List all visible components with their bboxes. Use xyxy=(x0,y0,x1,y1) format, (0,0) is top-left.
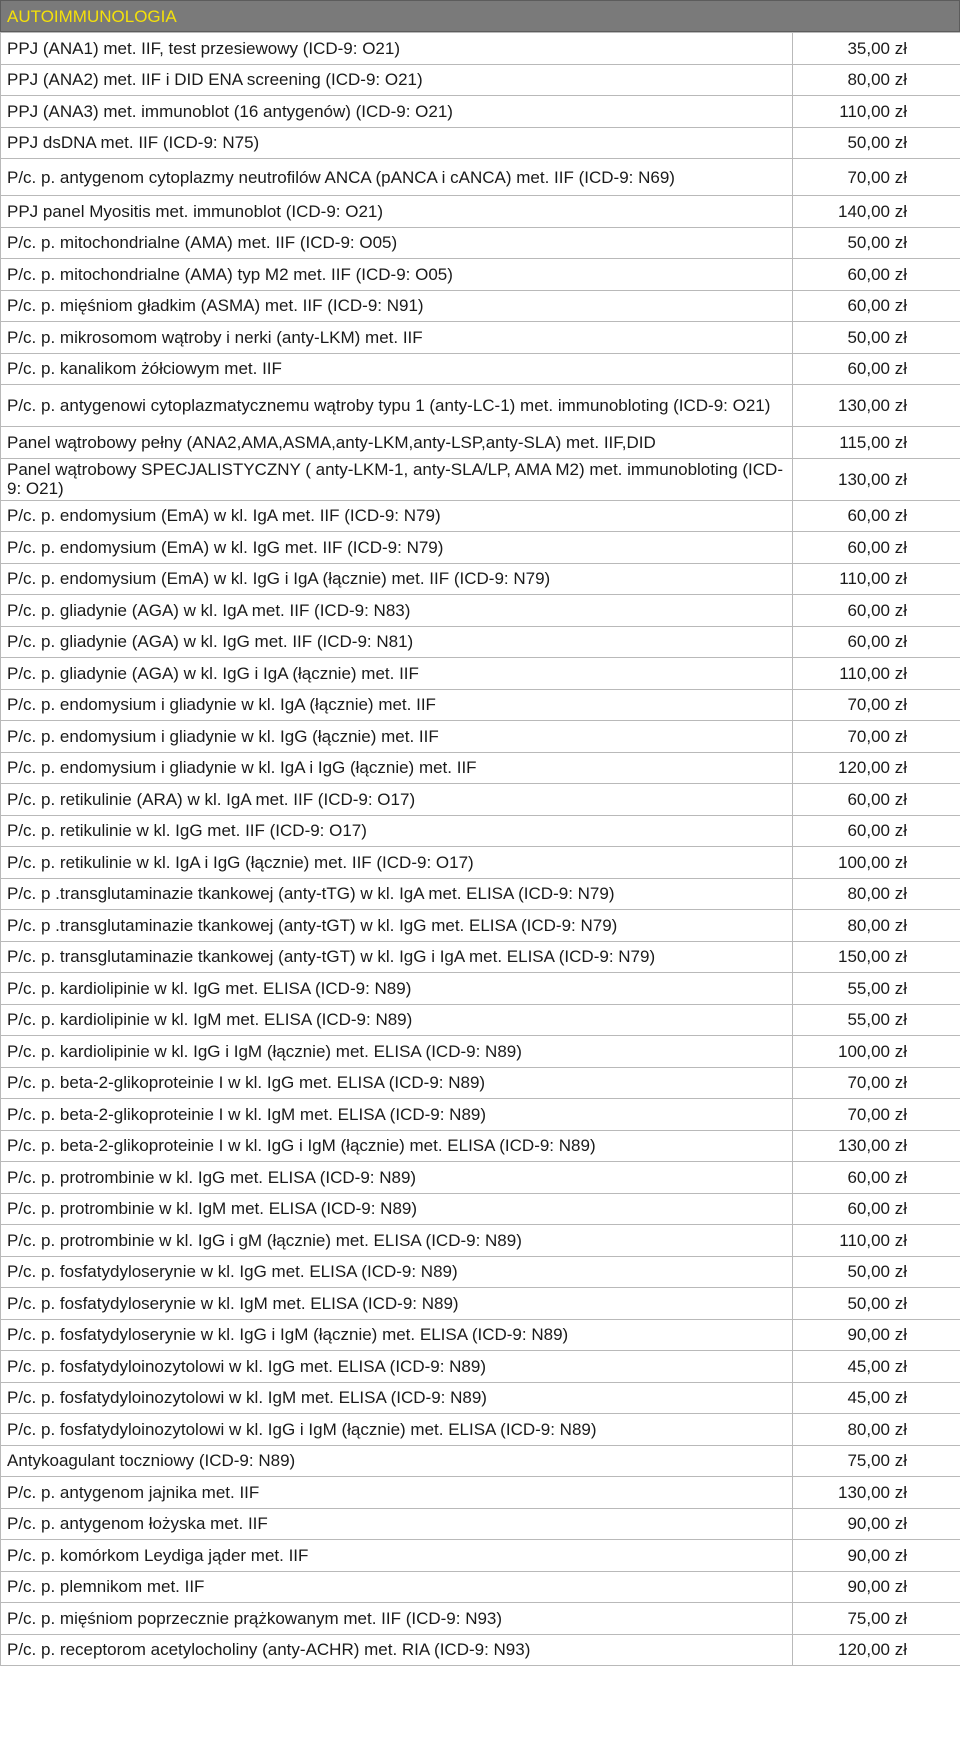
test-price: 130,00 zł xyxy=(793,458,960,500)
table-row xyxy=(1,1162,960,1194)
test-name: P/c. p. transglutaminazie tkankowej (anty-tGT) w kl. IgG i IgA met. ELISA (ICD-9: N79) xyxy=(1,941,793,973)
test-name: P/c. p. antygenom jajnika met. IIF xyxy=(1,1477,793,1509)
test-name: PPJ (ANA3) met. immunoblot (16 antygenów) (ICD-9: O21) xyxy=(1,96,793,128)
table-row xyxy=(1,96,960,128)
section-title: AUTOIMMUNOLOGIA xyxy=(0,0,960,32)
test-price: 45,00 zł xyxy=(793,1351,960,1383)
price-table xyxy=(0,32,960,1666)
test-price: 110,00 zł xyxy=(793,658,960,690)
test-price: 50,00 zł xyxy=(793,1256,960,1288)
test-price: 80,00 zł xyxy=(793,64,960,96)
test-price: 70,00 zł xyxy=(793,159,960,196)
test-price: 60,00 zł xyxy=(793,784,960,816)
test-price: 90,00 zł xyxy=(793,1571,960,1603)
table-row xyxy=(1,941,960,973)
test-price: 130,00 zł xyxy=(793,385,960,427)
table-row xyxy=(1,259,960,291)
test-name: P/c. p. fosfatydyloinozytolowi w kl. IgG met. ELISA (ICD-9: N89) xyxy=(1,1351,793,1383)
test-name: P/c. p .transglutaminazie tkankowej (anty-tGT) w kl. IgG met. ELISA (ICD-9: N79) xyxy=(1,910,793,942)
table-row xyxy=(1,1634,960,1666)
table-row xyxy=(1,563,960,595)
table-row xyxy=(1,1603,960,1635)
table-row xyxy=(1,427,960,459)
test-price: 60,00 zł xyxy=(793,290,960,322)
test-price: 70,00 zł xyxy=(793,721,960,753)
test-price: 80,00 zł xyxy=(793,1414,960,1446)
test-name: P/c. p. protrombinie w kl. IgG i gM (łącznie) met. ELISA (ICD-9: N89) xyxy=(1,1225,793,1257)
table-row xyxy=(1,159,960,196)
price-table-body xyxy=(1,33,960,1666)
table-row xyxy=(1,1288,960,1320)
test-name: P/c. p. endomysium i gliadynie w kl. IgA (łącznie) met. IIF xyxy=(1,689,793,721)
test-name: P/c. p. antygenowi cytoplazmatycznemu wątroby typu 1 (anty-LC-1) met. immunobloting (ICD-9: O21) xyxy=(1,385,793,427)
test-price: 115,00 zł xyxy=(793,427,960,459)
test-name: P/c. p .transglutaminazie tkankowej (anty-tTG) w kl. IgA met. ELISA (ICD-9: N79) xyxy=(1,878,793,910)
test-price: 60,00 zł xyxy=(793,626,960,658)
test-name: P/c. p. protrombinie w kl. IgM met. ELISA (ICD-9: N89) xyxy=(1,1193,793,1225)
test-name: P/c. p. protrombinie w kl. IgG met. ELISA (ICD-9: N89) xyxy=(1,1162,793,1194)
table-row xyxy=(1,1319,960,1351)
table-row xyxy=(1,689,960,721)
table-row xyxy=(1,1130,960,1162)
table-row xyxy=(1,227,960,259)
table-row xyxy=(1,532,960,564)
test-price: 60,00 zł xyxy=(793,259,960,291)
table-row xyxy=(1,626,960,658)
test-name: P/c. p. mięśniom gładkim (ASMA) met. IIF (ICD-9: N91) xyxy=(1,290,793,322)
table-row xyxy=(1,196,960,228)
test-price: 80,00 zł xyxy=(793,878,960,910)
test-price: 60,00 zł xyxy=(793,1162,960,1194)
test-price: 120,00 zł xyxy=(793,752,960,784)
test-price: 130,00 zł xyxy=(793,1130,960,1162)
test-price: 120,00 zł xyxy=(793,1634,960,1666)
test-price: 140,00 zł xyxy=(793,196,960,228)
test-name: PPJ (ANA1) met. IIF, test przesiewowy (ICD-9: O21) xyxy=(1,33,793,65)
table-row xyxy=(1,973,960,1005)
test-price: 50,00 zł xyxy=(793,227,960,259)
test-name: P/c. p. gliadynie (AGA) w kl. IgG met. IIF (ICD-9: N81) xyxy=(1,626,793,658)
test-price: 70,00 zł xyxy=(793,1067,960,1099)
table-row xyxy=(1,385,960,427)
table-row xyxy=(1,1256,960,1288)
table-row xyxy=(1,1382,960,1414)
test-name: P/c. p. antygenom cytoplazmy neutrofilów ANCA (pANCA i cANCA) met. IIF (ICD-9: N69) xyxy=(1,159,793,196)
table-row xyxy=(1,1540,960,1572)
test-name: P/c. p. antygenom łożyska met. IIF xyxy=(1,1508,793,1540)
table-row xyxy=(1,847,960,879)
test-name: P/c. p. fosfatydyloserynie w kl. IgG met. ELISA (ICD-9: N89) xyxy=(1,1256,793,1288)
test-name: P/c. p. fosfatydyloinozytolowi w kl. IgM met. ELISA (ICD-9: N89) xyxy=(1,1382,793,1414)
test-name: PPJ (ANA2) met. IIF i DID ENA screening (ICD-9: O21) xyxy=(1,64,793,96)
test-price: 60,00 zł xyxy=(793,353,960,385)
table-row xyxy=(1,500,960,532)
test-price: 75,00 zł xyxy=(793,1603,960,1635)
test-name: P/c. p. endomysium (EmA) w kl. IgA met. IIF (ICD-9: N79) xyxy=(1,500,793,532)
table-row xyxy=(1,1225,960,1257)
test-price: 130,00 zł xyxy=(793,1477,960,1509)
test-name: P/c. p. mikrosomom wątroby i nerki (anty-LKM) met. IIF xyxy=(1,322,793,354)
test-price: 60,00 zł xyxy=(793,815,960,847)
test-name: P/c. p. mitochondrialne (AMA) typ M2 met. IIF (ICD-9: O05) xyxy=(1,259,793,291)
table-row xyxy=(1,878,960,910)
table-row xyxy=(1,658,960,690)
test-name: P/c. p. mięśniom poprzecznie prążkowanym met. IIF (ICD-9: N93) xyxy=(1,1603,793,1635)
table-row xyxy=(1,595,960,627)
table-row xyxy=(1,1099,960,1131)
test-price: 60,00 zł xyxy=(793,532,960,564)
test-price: 70,00 zł xyxy=(793,1099,960,1131)
test-name: P/c. p. plemnikom met. IIF xyxy=(1,1571,793,1603)
test-name: Panel wątrobowy pełny (ANA2,AMA,ASMA,anty-LKM,anty-LSP,anty-SLA) met. IIF,DID xyxy=(1,427,793,459)
test-name: P/c. p. fosfatydyloserynie w kl. IgM met. ELISA (ICD-9: N89) xyxy=(1,1288,793,1320)
test-name: P/c. p. komórkom Leydiga jąder met. IIF xyxy=(1,1540,793,1572)
table-row xyxy=(1,1477,960,1509)
test-name: P/c. p. kanalikom żółciowym met. IIF xyxy=(1,353,793,385)
test-name: PPJ dsDNA met. IIF (ICD-9: N75) xyxy=(1,127,793,159)
table-row xyxy=(1,1004,960,1036)
table-row xyxy=(1,127,960,159)
table-row xyxy=(1,322,960,354)
table-row xyxy=(1,458,960,500)
table-row xyxy=(1,752,960,784)
test-name: P/c. p. kardiolipinie w kl. IgM met. ELISA (ICD-9: N89) xyxy=(1,1004,793,1036)
test-price: 55,00 zł xyxy=(793,1004,960,1036)
test-name: P/c. p. endomysium i gliadynie w kl. IgG (łącznie) met. IIF xyxy=(1,721,793,753)
test-price: 110,00 zł xyxy=(793,96,960,128)
test-price: 60,00 zł xyxy=(793,500,960,532)
test-name: P/c. p. endomysium (EmA) w kl. IgG i IgA (łącznie) met. IIF (ICD-9: N79) xyxy=(1,563,793,595)
test-name: P/c. p. retikulinie (ARA) w kl. IgA met. IIF (ICD-9: O17) xyxy=(1,784,793,816)
table-row xyxy=(1,910,960,942)
table-row xyxy=(1,1067,960,1099)
test-price: 60,00 zł xyxy=(793,1193,960,1225)
test-price: 45,00 zł xyxy=(793,1382,960,1414)
table-row xyxy=(1,1351,960,1383)
table-row xyxy=(1,815,960,847)
table-row xyxy=(1,784,960,816)
test-price: 50,00 zł xyxy=(793,322,960,354)
table-row xyxy=(1,290,960,322)
table-row xyxy=(1,721,960,753)
test-name: Panel wątrobowy SPECJALISTYCZNY ( anty-LKM-1, anty-SLA/LP, AMA M2) met. immunobloting (ICD-9: O21) xyxy=(1,458,793,500)
test-price: 90,00 zł xyxy=(793,1540,960,1572)
test-name: P/c. p. beta-2-glikoproteinie I w kl. IgG met. ELISA (ICD-9: N89) xyxy=(1,1067,793,1099)
test-name: P/c. p. gliadynie (AGA) w kl. IgA met. IIF (ICD-9: N83) xyxy=(1,595,793,627)
test-price: 90,00 zł xyxy=(793,1508,960,1540)
test-price: 110,00 zł xyxy=(793,563,960,595)
test-price: 100,00 zł xyxy=(793,847,960,879)
test-name: Antykoagulant toczniowy (ICD-9: N89) xyxy=(1,1445,793,1477)
table-row xyxy=(1,33,960,65)
test-price: 55,00 zł xyxy=(793,973,960,1005)
table-row xyxy=(1,1445,960,1477)
test-name: P/c. p. kardiolipinie w kl. IgG i IgM (łącznie) met. ELISA (ICD-9: N89) xyxy=(1,1036,793,1068)
table-row xyxy=(1,64,960,96)
test-price: 35,00 zł xyxy=(793,33,960,65)
test-name: PPJ panel Myositis met. immunoblot (ICD-9: O21) xyxy=(1,196,793,228)
test-price: 75,00 zł xyxy=(793,1445,960,1477)
test-price: 150,00 zł xyxy=(793,941,960,973)
test-price: 100,00 zł xyxy=(793,1036,960,1068)
table-row xyxy=(1,1571,960,1603)
test-price: 90,00 zł xyxy=(793,1319,960,1351)
test-name: P/c. p. fosfatydyloinozytolowi w kl. IgG i IgM (łącznie) met. ELISA (ICD-9: N89) xyxy=(1,1414,793,1446)
test-name: P/c. p. mitochondrialne (AMA) met. IIF (ICD-9: O05) xyxy=(1,227,793,259)
test-name: P/c. p. endomysium (EmA) w kl. IgG met. IIF (ICD-9: N79) xyxy=(1,532,793,564)
test-price: 80,00 zł xyxy=(793,910,960,942)
table-row xyxy=(1,353,960,385)
test-price: 50,00 zł xyxy=(793,127,960,159)
test-name: P/c. p. endomysium i gliadynie w kl. IgA i IgG (łącznie) met. IIF xyxy=(1,752,793,784)
test-name: P/c. p. receptorom acetylocholiny (anty-ACHR) met. RIA (ICD-9: N93) xyxy=(1,1634,793,1666)
test-name: P/c. p. gliadynie (AGA) w kl. IgG i IgA (łącznie) met. IIF xyxy=(1,658,793,690)
table-row xyxy=(1,1508,960,1540)
test-price: 110,00 zł xyxy=(793,1225,960,1257)
test-name: P/c. p. beta-2-glikoproteinie I w kl. IgM met. ELISA (ICD-9: N89) xyxy=(1,1099,793,1131)
test-name: P/c. p. kardiolipinie w kl. IgG met. ELISA (ICD-9: N89) xyxy=(1,973,793,1005)
table-row xyxy=(1,1193,960,1225)
test-price: 50,00 zł xyxy=(793,1288,960,1320)
test-price: 60,00 zł xyxy=(793,595,960,627)
test-name: P/c. p. retikulinie w kl. IgG met. IIF (ICD-9: O17) xyxy=(1,815,793,847)
test-name: P/c. p. fosfatydyloserynie w kl. IgG i IgM (łącznie) met. ELISA (ICD-9: N89) xyxy=(1,1319,793,1351)
test-name: P/c. p. retikulinie w kl. IgA i IgG (łącznie) met. IIF (ICD-9: O17) xyxy=(1,847,793,879)
test-price: 70,00 zł xyxy=(793,689,960,721)
table-row xyxy=(1,1036,960,1068)
test-name: P/c. p. beta-2-glikoproteinie I w kl. IgG i IgM (łącznie) met. ELISA (ICD-9: N89) xyxy=(1,1130,793,1162)
table-row xyxy=(1,1414,960,1446)
